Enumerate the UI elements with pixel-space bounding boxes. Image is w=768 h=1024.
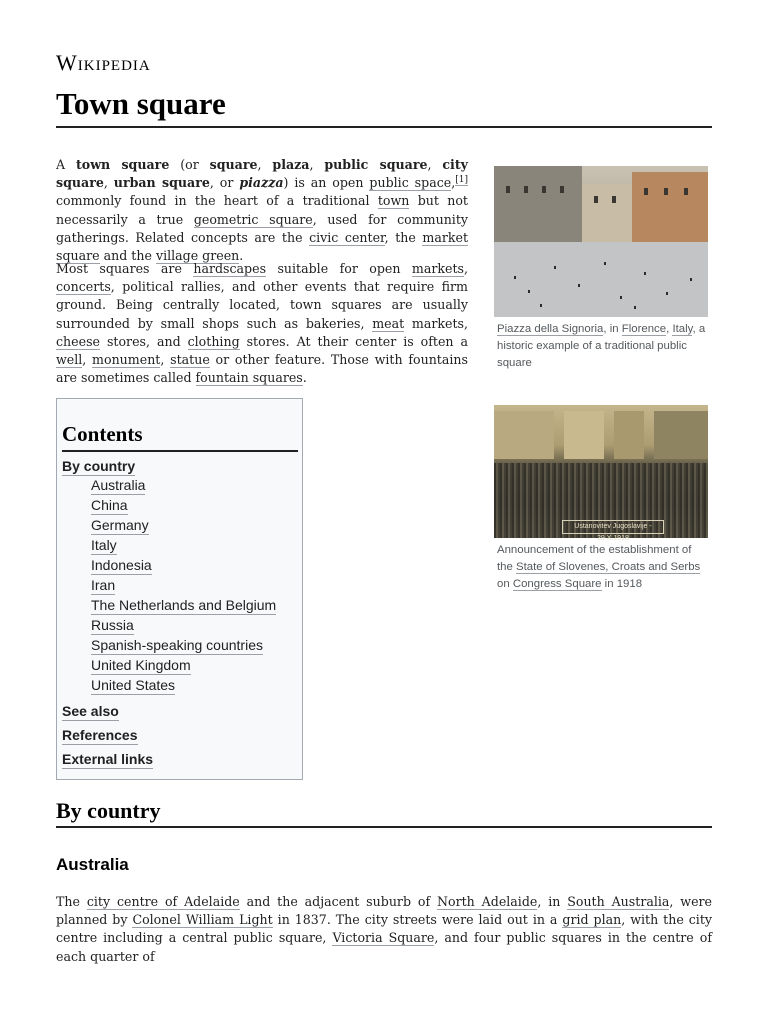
link-geometric-square[interactable]: geometric square	[193, 211, 313, 227]
toc-item-spanish-speaking-countries[interactable]: Spanish-speaking countries	[91, 637, 263, 653]
link-civic-center[interactable]: civic center	[309, 229, 385, 245]
toc-item-australia[interactable]: Australia	[91, 477, 146, 493]
toc-item-references[interactable]: References	[62, 727, 138, 743]
table-of-contents	[56, 398, 303, 780]
piazza-photo[interactable]	[494, 166, 708, 317]
toc-item-indonesia[interactable]: Indonesia	[91, 557, 152, 573]
page-title: Town square	[56, 86, 226, 121]
toc-item-italy[interactable]: Italy	[91, 537, 117, 553]
toc-item-by-country[interactable]: By country	[62, 458, 136, 474]
figure-caption-2: Announcement of the establishment of the State of Slovenes, Croats and Serbs on Congress Square in 1918	[497, 544, 701, 590]
subsection-heading-australia: Australia	[56, 855, 129, 874]
intro-paragraph-1: A town square (or square, plaza, public square, city square, urban square, or piazza) is an open public space,[1] commonly found in the heart of a traditional town but not necessarily a true geometric square, used for community gatherings. Related concepts are the civic center, the market square and the village green.	[56, 157, 469, 264]
figure-piazza-della-signoria	[494, 166, 708, 372]
link-north-adelaide[interactable]: North Adelaide	[437, 894, 538, 909]
link-well[interactable]: well	[56, 352, 83, 368]
link-south-australia[interactable]: South Australia	[567, 894, 670, 909]
congress-square-photo[interactable]	[494, 405, 708, 542]
link-markets[interactable]: markets	[411, 261, 464, 276]
link-village-green[interactable]: village green	[155, 248, 240, 264]
intro-paragraph-2: Most squares are hardscapes suitable for open markets, concerts, political rallies, and other events that require firm ground. Being centrally located, town squares are usually surrounded by small shops such as bakeries, meat markets, cheese stores, and clothing stores. At their center is often a well, monument, statue or other feature. Those with fountains are sometimes called fountain squares.	[56, 261, 468, 386]
link-market-square[interactable]: market square	[56, 229, 469, 264]
link-town[interactable]: town	[377, 193, 410, 209]
link-cheese[interactable]: cheese	[56, 333, 100, 349]
toc-item-united-kingdom[interactable]: United Kingdom	[91, 657, 191, 673]
toc-divider	[62, 450, 298, 452]
toc-item-netherlands-belgium[interactable]: The Netherlands and Belgium	[91, 597, 277, 613]
link-statue[interactable]: statue	[170, 352, 210, 368]
link-public-space[interactable]: public space	[369, 175, 452, 191]
australia-paragraph: The city centre of Adelaide and the adjacent suburb of North Adelaide, in South Australia, were planned by Colonel William Light in 1837. The city streets were laid out in a grid plan, with the city centre including a central public square, Victoria Square, and four public squares in the centre of each quarter of	[56, 894, 712, 964]
link-clothing[interactable]: clothing	[187, 333, 240, 349]
link-hardscapes[interactable]: hardscapes	[193, 261, 267, 276]
link-fountain-squares[interactable]: fountain squares	[195, 370, 303, 386]
term-town-square: town square	[75, 157, 170, 172]
link-florence[interactable]: Florence	[621, 323, 667, 335]
link-grid-plan[interactable]: grid plan	[562, 912, 622, 928]
figure-congress-square-1918	[494, 405, 708, 593]
toc-item-russia[interactable]: Russia	[91, 617, 134, 633]
link-victoria-square[interactable]: Victoria Square	[332, 930, 435, 946]
photo-inscription: Ustanovitev Jugoslavije - 29.X.1918	[562, 520, 664, 534]
toc-item-germany[interactable]: Germany	[91, 517, 149, 533]
link-colonel-william-light[interactable]: Colonel William Light	[132, 912, 273, 928]
toc-heading: Contents	[62, 422, 143, 446]
toc-item-iran[interactable]: Iran	[91, 577, 116, 593]
section-divider	[56, 826, 712, 828]
link-monument[interactable]: monument	[92, 352, 161, 368]
link-city-centre-of-adelaide[interactable]: city centre of Adelaide	[86, 894, 240, 909]
link-concerts[interactable]: concerts	[56, 279, 111, 295]
figure-caption-1: Piazza della Signoria, in Florence, Italy, a historic example of a traditional public square	[497, 323, 706, 369]
link-piazza-della-signoria[interactable]: Piazza della Signoria	[497, 323, 604, 335]
citation-1[interactable]: [1]	[455, 175, 468, 186]
toc-item-china[interactable]: China	[91, 497, 128, 513]
link-state-of-slovenes-croats-serbs[interactable]: State of Slovenes, Croats and Serbs	[516, 561, 701, 573]
link-meat[interactable]: meat	[372, 315, 405, 331]
section-heading-by-country: By country	[56, 798, 161, 823]
toc-item-external-links[interactable]: External links	[62, 751, 154, 767]
link-italy[interactable]: Italy	[672, 323, 693, 335]
wikipedia-wordmark[interactable]: Wikipedia	[56, 50, 151, 75]
toc-item-see-also[interactable]: See also	[62, 703, 119, 719]
toc-item-united-states[interactable]: United States	[91, 677, 176, 693]
title-divider	[56, 126, 712, 128]
link-congress-square[interactable]: Congress Square	[512, 578, 602, 590]
